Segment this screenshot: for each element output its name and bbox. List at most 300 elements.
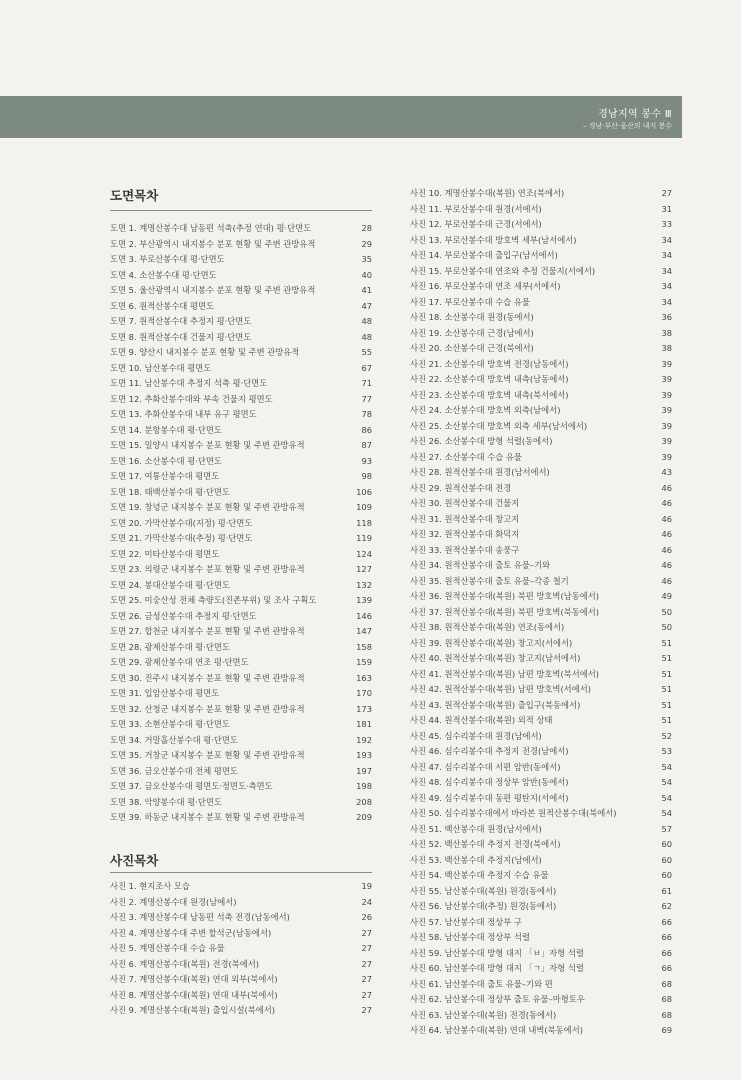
toc-entry-page: 34 <box>661 281 672 291</box>
toc-entry <box>110 926 372 942</box>
toc-entry <box>410 527 672 543</box>
toc-entry-page: 35 <box>361 254 372 264</box>
toc-entry <box>410 481 672 497</box>
toc-entry <box>110 686 372 702</box>
toc-entry-page: 50 <box>661 622 672 632</box>
toc-entry <box>110 593 372 609</box>
toc-entry-page: 68 <box>661 1009 672 1020</box>
toc-entry <box>110 748 372 764</box>
toc-entry-label: 사진 3. 계명산봉수대 남동편 석축 전경(남동에서) <box>110 912 290 922</box>
toc-entry-page: 181 <box>356 719 372 729</box>
toc-entry-label: 도면 20. 가막산봉수대(지정) 평·단면도 <box>110 517 253 528</box>
toc-entry-page: 27 <box>361 1005 372 1015</box>
toc-entry-label: 사진 7. 계명산봉수대(복원) 연대 외부(북에서) <box>110 974 278 984</box>
toc-entry-page: 146 <box>356 610 372 621</box>
toc-entry-label: 사진 61. 남산봉수대 출토 유물–기와 편 <box>410 978 553 989</box>
toc-entry-page: 60 <box>661 854 672 865</box>
toc-entry-label: 사진 55. 남산봉수대(복원) 원경(동에서) <box>410 885 557 896</box>
toc-entry <box>410 775 672 791</box>
toc-entry-label: 사진 16. 부로산봉수대 연조 세부(서에서) <box>410 281 561 291</box>
toc-entry-page: 47 <box>361 300 372 311</box>
toc-entry-page: 46 <box>661 498 672 508</box>
toc-entry <box>110 702 372 718</box>
toc-entry-page: 147 <box>356 626 372 636</box>
toc-entry-label: 사진 1. 현지조사 모습 <box>110 881 190 891</box>
toc-entry <box>410 202 672 218</box>
toc-entry-label: 도면 35. 거창군 내지봉수 분포 현황 및 주변 관방유적 <box>110 750 305 760</box>
toc-entry-label: 도면 38. 악양봉수대 평·단면도 <box>110 796 222 807</box>
toc-entry-label: 도면 14. 분항봉수대 평·단면도 <box>110 424 222 435</box>
toc-entry <box>410 651 672 667</box>
toc-entry-label: 사진 22. 소산봉수대 방호벽 내측(남동에서) <box>410 374 569 384</box>
toc-entry-label: 사진 38. 원적산봉수대(복원) 연조(동에서) <box>410 622 565 632</box>
toc-entry-page: 26 <box>361 912 372 922</box>
toc-entry <box>410 868 672 884</box>
toc-entry-page: 51 <box>661 637 672 648</box>
toc-entry-label: 사진 26. 소산봉수대 방형 석렬(동에서) <box>410 436 553 446</box>
toc-entry-page: 87 <box>361 440 372 450</box>
toc-entry-page: 118 <box>356 517 372 528</box>
toc-entry-label: 사진 30. 원적산봉수대 건물지 <box>410 498 520 508</box>
toc-entry-page: 34 <box>661 250 672 260</box>
toc-entry <box>410 806 672 822</box>
toc-entry-label: 도면 28. 광제산봉수대 평·단면도 <box>110 641 230 652</box>
toc-entry-label: 도면 13. 추화산봉수대 내부 유구 평면도 <box>110 409 257 419</box>
toc-entry <box>110 972 372 988</box>
toc-entry-label: 사진 24. 소산봉수대 방호벽 외측(남에서) <box>410 405 561 415</box>
toc-entry <box>110 779 372 795</box>
toc-entry-page: 60 <box>661 870 672 880</box>
toc-entry-page: 132 <box>356 579 372 590</box>
toc-entry-label: 사진 8. 계명산봉수대(복원) 연대 내부(북에서) <box>110 989 278 1000</box>
toc-entry-label: 도면 31. 입암산봉수대 평면도 <box>110 688 220 698</box>
toc-entry-label: 도면 29. 광제산봉수대 연조 평·단면도 <box>110 657 249 667</box>
toc-entry-label: 도면 12. 추화산봉수대와 부속 건물지 평면도 <box>110 393 273 404</box>
toc-entry <box>410 326 672 342</box>
toc-entry-page: 39 <box>661 451 672 462</box>
toc-entry <box>110 795 372 811</box>
toc-entry <box>110 485 372 501</box>
toc-entry <box>410 667 672 683</box>
toc-entry-label: 도면 27. 합천군 내지봉수 분포 현황 및 주변 관방유적 <box>110 626 305 636</box>
toc-entry <box>410 372 672 388</box>
toc-entry-label: 도면 32. 산청군 내지봉수 분포 현황 및 주변 관방유적 <box>110 703 305 714</box>
toc-entry-label: 도면 21. 가막산봉수대(추정) 평·단면도 <box>110 533 253 543</box>
toc-entry-page: 19 <box>361 881 372 891</box>
toc-entry-label: 도면 30. 진주시 내지봉수 분포 현황 및 주변 관방유적 <box>110 672 305 683</box>
toc-entry-label: 사진 32. 원적산봉수대 화덕지 <box>410 529 520 539</box>
toc-entry-page: 159 <box>356 657 372 667</box>
toc-entry-page: 48 <box>361 331 372 342</box>
toc-entry-page: 127 <box>356 564 372 574</box>
toc-entry <box>110 531 372 547</box>
toc-entry-page: 77 <box>361 393 372 404</box>
toc-entry <box>410 419 672 435</box>
toc-entry <box>110 221 372 237</box>
toc-entry <box>110 895 372 911</box>
toc-entry-page: 38 <box>661 327 672 338</box>
toc-entry <box>110 268 372 284</box>
toc-entry <box>110 578 372 594</box>
toc-entry <box>110 609 372 625</box>
toc-entry <box>410 605 672 621</box>
toc-entry <box>410 961 672 977</box>
photos-heading: 사진목차 <box>110 853 159 868</box>
toc-entry <box>410 295 672 311</box>
header-band <box>0 96 682 138</box>
toc-entry <box>410 899 672 915</box>
toc-entry-label: 도면 4. 소산봉수대 평·단면도 <box>110 269 217 280</box>
toc-entry <box>110 314 372 330</box>
toc-entry <box>110 547 372 563</box>
toc-entry-label: 도면 6. 원적산봉수대 평면도 <box>110 300 214 311</box>
toc-entry <box>410 1008 672 1024</box>
toc-entry <box>110 717 372 733</box>
toc-entry-page: 27 <box>361 989 372 1000</box>
toc-entry-page: 119 <box>356 533 372 543</box>
toc-entry-label: 사진 53. 백산봉수대 추정지(남에서) <box>410 854 542 865</box>
toc-entry-label: 사진 47. 심수리봉수대 서편 암반(동에서) <box>410 761 561 772</box>
toc-entry-label: 사진 4. 계명산봉수대 주변 할석군(남동에서) <box>110 927 272 938</box>
toc-entry-page: 57 <box>661 823 672 834</box>
toc-entry-page: 39 <box>661 374 672 384</box>
toc-entry-label: 도면 36. 금오산봉수대 전체 평면도 <box>110 765 238 776</box>
toc-entry <box>410 1023 672 1039</box>
toc-entry <box>410 512 672 528</box>
toc-entry-page: 62 <box>661 901 672 911</box>
toc-entry-label: 사진 6. 계명산봉수대(복원) 전경(북에서) <box>110 958 259 969</box>
toc-entry-label: 도면 8. 원적산봉수대 건물지 평·단면도 <box>110 331 252 342</box>
toc-entry-label: 도면 17. 여통산봉수대 평면도 <box>110 471 220 481</box>
toc-entry <box>110 299 372 315</box>
toc-entry-label: 도면 33. 소현산봉수대 평·단면도 <box>110 719 230 729</box>
toc-entry-label: 도면 26. 금성산봉수대 추정지 평·단면도 <box>110 610 257 621</box>
toc-entry <box>410 682 672 698</box>
toc-entry-page: 46 <box>661 560 672 570</box>
drawings-divider <box>110 210 372 211</box>
toc-entry-page: 46 <box>661 482 672 493</box>
toc-entry-page: 27 <box>361 958 372 969</box>
toc-entry-label: 도면 25. 미숭산성 전체 측량도(진존부위) 및 조사 구획도 <box>110 595 317 605</box>
toc-entry <box>410 791 672 807</box>
toc-entry-page: 33 <box>661 219 672 229</box>
toc-entry <box>110 438 372 454</box>
toc-entry-label: 사진 28. 원적산봉수대 원경(남서에서) <box>410 467 550 477</box>
toc-entry <box>410 992 672 1008</box>
toc-entry-page: 67 <box>361 362 372 373</box>
toc-entry-page: 55 <box>361 347 372 357</box>
toc-entry <box>410 465 672 481</box>
toc-entry <box>410 217 672 233</box>
toc-entry <box>110 733 372 749</box>
photos-list-right <box>410 186 672 1039</box>
toc-entry <box>410 698 672 714</box>
toc-entry-label: 도면 19. 창녕군 내지봉수 분포 현황 및 주변 관방유적 <box>110 502 305 512</box>
toc-entry-label: 사진 49. 심수리봉수대 동편 평탄지(서에서) <box>410 792 569 803</box>
toc-entry-page: 54 <box>661 761 672 772</box>
toc-entry-page: 39 <box>661 405 672 415</box>
toc-entry-page: 170 <box>356 688 372 698</box>
toc-entry-page: 39 <box>661 420 672 431</box>
toc-entry-page: 39 <box>661 436 672 446</box>
toc-entry <box>110 1003 372 1019</box>
toc-entry-page: 48 <box>361 316 372 326</box>
toc-entry-page: 51 <box>661 699 672 710</box>
toc-entry-label: 도면 18. 태백산봉수대 평·단면도 <box>110 486 230 497</box>
toc-entry <box>410 496 672 512</box>
toc-entry <box>110 500 372 516</box>
toc-entry-page: 197 <box>356 765 372 776</box>
toc-entry-label: 사진 54. 백산봉수대 추정지 수습 유물 <box>410 870 549 880</box>
toc-entry <box>110 376 372 392</box>
toc-entry <box>410 310 672 326</box>
toc-entry-label: 도면 24. 봉대산봉수대 평·단면도 <box>110 579 230 590</box>
toc-entry-label: 사진 21. 소산봉수대 방호벽 전경(남동에서) <box>410 358 569 369</box>
toc-entry <box>410 884 672 900</box>
toc-entry <box>110 423 372 439</box>
toc-entry-page: 193 <box>356 750 372 760</box>
toc-entry <box>110 640 372 656</box>
toc-entry-page: 46 <box>661 513 672 524</box>
toc-entry-label: 사진 50. 심수리봉수대에서 바라본 원적산봉수대(북에서) <box>410 808 617 818</box>
toc-entry-label: 사진 52. 백산봉수대 추정지 전경(북에서) <box>410 839 561 849</box>
toc-entry-label: 사진 64. 남산봉수대(복원) 연대 내벽(북동에서) <box>410 1025 583 1035</box>
toc-entry-page: 66 <box>661 947 672 958</box>
toc-entry-label: 사진 41. 원적산봉수대(복원) 남편 방호벽(북서에서) <box>410 668 599 679</box>
toc-entry-label: 사진 42. 원적산봉수대(복원) 남편 방호벽(서에서) <box>410 684 591 694</box>
toc-entry <box>410 558 672 574</box>
toc-entry-label: 사진 44. 원적산봉수대(복원) 외적 상태 <box>410 715 553 725</box>
toc-entry-page: 68 <box>661 994 672 1004</box>
toc-entry-label: 도면 1. 계명산봉수대 남동편 석축(추정 연대) 평·단면도 <box>110 223 312 233</box>
toc-entry-page: 86 <box>361 424 372 435</box>
toc-entry <box>410 713 672 729</box>
toc-entry-page: 173 <box>356 703 372 714</box>
toc-entry <box>410 341 672 357</box>
toc-entry-label: 사진 62. 남산봉수대 정상부 출토 유물–마형토우 <box>410 994 585 1004</box>
toc-entry-page: 66 <box>661 916 672 927</box>
toc-entry-page: 66 <box>661 932 672 942</box>
toc-entry <box>410 186 672 202</box>
toc-entry-label: 사진 11. 부로산봉수대 원경(서에서) <box>410 203 542 214</box>
toc-entry <box>410 403 672 419</box>
toc-entry <box>410 729 672 745</box>
toc-entry-label: 도면 16. 소산봉수대 평·단면도 <box>110 455 222 466</box>
toc-entry-label: 사진 56. 남산봉수대(추정) 원경(동에서) <box>410 901 557 911</box>
toc-entry-page: 51 <box>661 684 672 694</box>
toc-entry-page: 158 <box>356 641 372 652</box>
toc-entry-page: 98 <box>361 471 372 481</box>
toc-entry <box>110 330 372 346</box>
toc-entry-page: 34 <box>661 265 672 276</box>
toc-entry-label: 사진 48. 심수리봉수대 정상부 암반(동에서) <box>410 777 569 787</box>
toc-entry-label: 사진 58. 남산봉수대 정상부 석렬 <box>410 932 530 942</box>
toc-entry-page: 51 <box>661 653 672 663</box>
toc-entry-page: 109 <box>356 502 372 512</box>
toc-entry-page: 124 <box>356 548 372 559</box>
toc-entry <box>110 810 372 826</box>
toc-entry-label: 사진 43. 원적산봉수대(복원) 출입구(북동에서) <box>410 699 581 710</box>
toc-entry-label: 사진 15. 부로산봉수대 연조와 추정 건물지(서에서) <box>410 265 596 276</box>
toc-entry-label: 사진 5. 계명산봉수대 수습 유물 <box>110 943 225 953</box>
toc-entry <box>110 764 372 780</box>
toc-entry-page: 198 <box>356 781 372 791</box>
toc-entry-page: 29 <box>361 238 372 249</box>
toc-entry-page: 49 <box>661 591 672 601</box>
toc-entry-page: 61 <box>661 885 672 896</box>
toc-entry-page: 40 <box>361 269 372 280</box>
toc-entry <box>110 988 372 1004</box>
toc-entry <box>410 760 672 776</box>
toc-entry-page: 31 <box>661 203 672 214</box>
toc-entry <box>410 434 672 450</box>
toc-entry-page: 27 <box>361 927 372 938</box>
toc-entry-page: 41 <box>361 285 372 295</box>
toc-entry <box>410 620 672 636</box>
photos-divider <box>110 872 372 873</box>
toc-entry-label: 사진 12. 부로산봉수대 근경(서에서) <box>410 219 542 229</box>
toc-entry <box>110 252 372 268</box>
toc-entry <box>410 946 672 962</box>
toc-entry-page: 46 <box>661 529 672 539</box>
toc-entry <box>410 264 672 280</box>
toc-entry-label: 도면 34. 거말흘산봉수대 평·단면도 <box>110 734 238 745</box>
toc-entry <box>410 574 672 590</box>
toc-entry <box>110 910 372 926</box>
toc-entry <box>110 941 372 957</box>
toc-entry-label: 사진 27. 소산봉수대 수습 유물 <box>410 451 522 462</box>
toc-entry-page: 27 <box>361 943 372 953</box>
toc-entry-label: 사진 19. 소산봉수대 근경(남에서) <box>410 327 534 338</box>
toc-entry <box>110 562 372 578</box>
toc-entry-label: 사진 46. 심수리봉수대 추정지 전경(남에서) <box>410 746 569 756</box>
toc-entry-label: 사진 39. 원적산봉수대(복원) 창고지(서에서) <box>410 637 573 648</box>
toc-entry <box>410 543 672 559</box>
toc-entry <box>410 977 672 993</box>
toc-entry-page: 51 <box>661 668 672 679</box>
toc-entry-label: 사진 25. 소산봉수대 방호벽 외측 세부(남서에서) <box>410 420 588 431</box>
toc-entry <box>110 469 372 485</box>
toc-entry-label: 사진 63. 남산봉수대(복원) 전경(동에서) <box>410 1009 557 1020</box>
toc-entry <box>410 388 672 404</box>
toc-entry <box>410 279 672 295</box>
toc-entry-label: 사진 51. 백산봉수대 원경(남서에서) <box>410 823 542 834</box>
toc-entry <box>110 361 372 377</box>
toc-entry-label: 사진 14. 부로산봉수대 출입구(남서에서) <box>410 250 558 260</box>
toc-entry-page: 39 <box>661 389 672 400</box>
toc-entry-label: 도면 5. 울산광역시 내지봉수 분포 현황 및 주변 관방유적 <box>110 285 316 295</box>
toc-entry-label: 사진 37. 원적산봉수대(복원) 북편 방호벽(북동에서) <box>410 606 599 617</box>
toc-entry-page: 208 <box>356 796 372 807</box>
toc-entry-page: 106 <box>356 486 372 497</box>
toc-entry <box>110 879 372 895</box>
toc-entry <box>110 283 372 299</box>
toc-entry-label: 사진 13. 부로산봉수대 방호벽 세부(남서에서) <box>410 234 577 245</box>
toc-entry <box>410 450 672 466</box>
toc-entry-page: 24 <box>361 896 372 907</box>
toc-entry-label: 도면 9. 양산시 내지봉수 분포 현황 및 주변 관방유적 <box>110 347 300 357</box>
toc-entry-label: 도면 15. 밀양시 내지봉수 분포 현황 및 주변 관방유적 <box>110 440 305 450</box>
toc-entry-label: 사진 10. 계명산봉수대(복원) 연조(북에서) <box>410 188 565 198</box>
toc-entry-label: 사진 59. 남산봉수대 방형 대지 「ㅂ」자형 석렬 <box>410 947 584 958</box>
toc-entry-label: 도면 7. 원적산봉수대 추정지 평·단면도 <box>110 316 252 326</box>
photos-list-left <box>110 879 372 1019</box>
toc-entry-label: 사진 35. 원적산봉수대 출토 유물–각종 철기 <box>410 575 569 586</box>
toc-entry-page: 60 <box>661 839 672 849</box>
toc-entry <box>410 248 672 264</box>
toc-entry-label: 도면 23. 의령군 내지봉수 분포 현황 및 주변 관방유적 <box>110 564 305 574</box>
toc-entry-page: 51 <box>661 715 672 725</box>
toc-entry-page: 50 <box>661 606 672 617</box>
toc-entry-page: 54 <box>661 808 672 818</box>
toc-entry-label: 사진 57. 남산봉수대 정상부 구 <box>410 916 522 927</box>
toc-entry-page: 209 <box>356 812 372 822</box>
toc-entry-page: 68 <box>661 978 672 989</box>
toc-entry-page: 192 <box>356 734 372 745</box>
toc-entry-page: 39 <box>661 358 672 369</box>
running-title: 경남지역 봉수 Ⅲ <box>598 109 672 120</box>
toc-entry <box>410 853 672 869</box>
toc-entry-page: 78 <box>361 409 372 419</box>
toc-entry <box>110 655 372 671</box>
toc-entry-page: 93 <box>361 455 372 466</box>
toc-entry-label: 사진 34. 원적산봉수대 출토 유물–기와 <box>410 560 551 570</box>
toc-entry-page: 53 <box>661 746 672 756</box>
toc-entry <box>110 345 372 361</box>
toc-entry <box>410 636 672 652</box>
toc-entry-label: 도면 10. 남산봉수대 평면도 <box>110 362 212 373</box>
toc-entry <box>410 744 672 760</box>
toc-entry-page: 34 <box>661 234 672 245</box>
toc-entry-page: 66 <box>661 963 672 973</box>
drawings-heading: 도면목차 <box>110 188 159 203</box>
toc-entry <box>110 957 372 973</box>
toc-entry-label: 도면 39. 하동군 내지봉수 분포 현황 및 주변 관방유적 <box>110 812 305 822</box>
running-subtitle: – 경남·부산·울산의 내지 봉수 <box>582 122 672 130</box>
toc-entry-page: 54 <box>661 777 672 787</box>
toc-entry-label: 사진 2. 계명산봉수대 원경(남에서) <box>110 896 237 907</box>
toc-entry-label: 도면 2. 부산광역시 내지봉수 분포 현황 및 주변 관방유적 <box>110 238 316 249</box>
toc-entry <box>110 392 372 408</box>
toc-entry-label: 도면 37. 금오산봉수대 평면도·정면도·측면도 <box>110 781 273 791</box>
toc-entry <box>110 454 372 470</box>
toc-entry-label: 사진 9. 계명산봉수대(복원) 출입시설(북에서) <box>110 1005 276 1015</box>
toc-entry-label: 사진 40. 원적산봉수대(복원) 창고지(남서에서) <box>410 653 581 663</box>
toc-entry <box>410 915 672 931</box>
toc-entry-page: 139 <box>356 595 372 605</box>
toc-entry <box>410 589 672 605</box>
toc-entry-label: 사진 36. 원적산봉수대(복원) 북편 방호벽(남동에서) <box>410 591 599 601</box>
toc-entry-label: 사진 17. 부로산봉수대 수습 유물 <box>410 296 530 307</box>
toc-entry-label: 사진 33. 원적산봉수대 송풍구 <box>410 544 520 555</box>
toc-entry-page: 71 <box>361 378 372 388</box>
toc-entry <box>110 624 372 640</box>
toc-entry <box>110 516 372 532</box>
toc-entry <box>410 822 672 838</box>
toc-entry-label: 사진 23. 소산봉수대 방호벽 내측(북서에서) <box>410 389 569 400</box>
toc-entry-page: 46 <box>661 544 672 555</box>
toc-entry-page: 54 <box>661 792 672 803</box>
toc-entry-page: 69 <box>661 1025 672 1035</box>
toc-entry-label: 사진 60. 남산봉수대 방형 대지 「ㄱ」자형 석렬 <box>410 963 584 973</box>
toc-entry-page: 27 <box>361 974 372 984</box>
toc-entry-page: 46 <box>661 575 672 586</box>
toc-entry-page: 28 <box>361 223 372 233</box>
toc-entry <box>410 233 672 249</box>
toc-entry-page: 163 <box>356 672 372 683</box>
toc-entry-label: 사진 45. 심수리봉수대 원경(남에서) <box>410 730 542 741</box>
toc-entry-label: 사진 18. 소산봉수대 원경(동에서) <box>410 312 534 322</box>
